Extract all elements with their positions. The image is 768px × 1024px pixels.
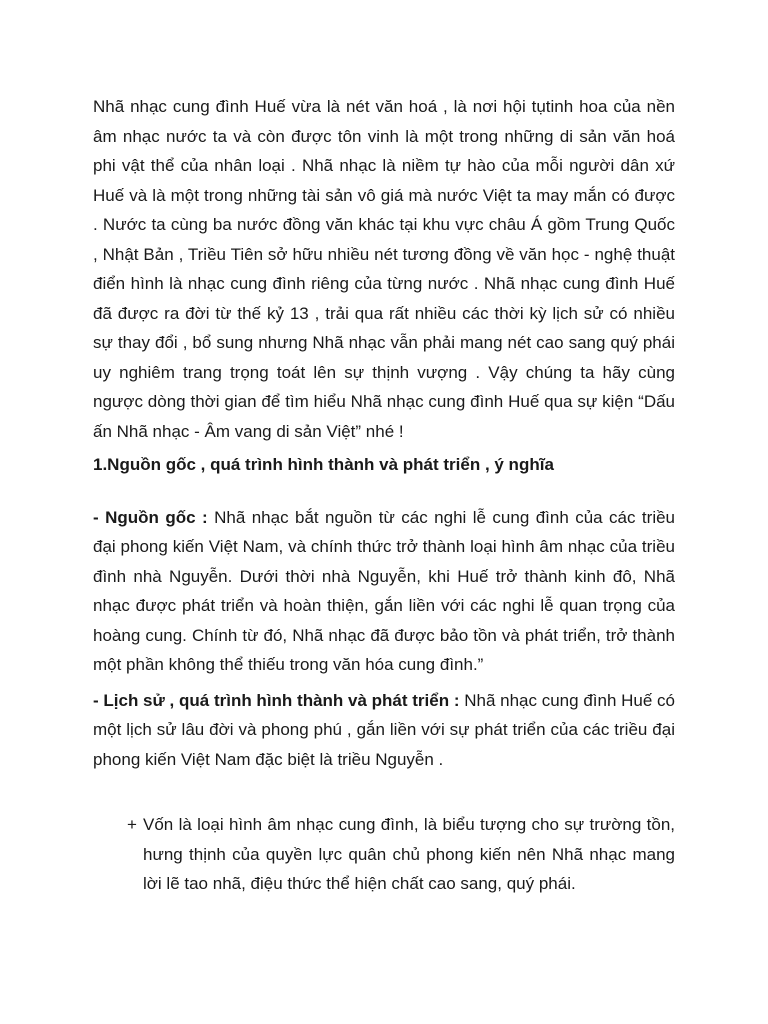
list-item bbox=[127, 810, 675, 899]
history-label: - Lịch sử , quá trình hình thành và phát triển : bbox=[93, 690, 460, 710]
document-page bbox=[93, 92, 675, 899]
origin-label: - Nguồn gốc : bbox=[93, 507, 208, 527]
history-paragraph bbox=[93, 686, 675, 775]
origin-paragraph bbox=[93, 503, 675, 680]
bullet-text: Vốn là loại hình âm nhạc cung đình, là biểu tượng cho sự trường tồn, hưng thịnh của quyền lực quân chủ phong kiến nên Nhã nhạc mang lời lẽ tao nhã, điệu thức thể hiện chất cao sang, quý phái. bbox=[143, 815, 675, 893]
intro-paragraph: Nhã nhạc cung đình Huế vừa là nét văn hoá , là nơi hội tụtinh hoa của nền âm nhạc nước ta và còn được tôn vinh là một trong những di sản văn hoá phi vật thể của nhân loại . Nhã nhạc là niềm tự hào của mỗi người dân xứ Huế và là một trong những tài sản vô giá mà nước Việt ta may mắn có được . Nước ta cùng ba nước đồng văn khác tại khu vực châu Á gồm Trung Quốc , Nhật Bản , Triều Tiên sở hữu nhiều nét tương đồng về văn học - nghệ thuật điển hình là nhạc cung đình riêng của từng nước . Nhã nhạc cung đình Huế đã được ra đời từ thế kỷ 13 , trải qua rất nhiều các thời kỳ lịch sử có nhiều sự thay đổi , bổ sung nhưng Nhã nhạc vẫn phải mang nét cao sang quý phái uy nghiêm trang trọng toát lên sự thịnh vượng . Vậy chúng ta hãy cùng ngược dòng thời gian để tìm hiểu Nhã nhạc cung đình Huế qua sự kiện “Dấu ấn Nhã nhạc - Âm vang di sản Việt” nhé ! bbox=[93, 97, 675, 441]
section-heading: 1.Nguồn gốc , quá trình hình thành và phát triển , ý nghĩa bbox=[93, 455, 554, 474]
origin-text: Nhã nhạc bắt nguồn từ các nghi lễ cung đình của các triều đại phong kiến Việt Nam, và chính thức trở thành loại hình âm nhạc của triều đình nhà Nguyễn. Dưới thời nhà Nguyễn, khi Huế trở thành kinh đô, Nhã nhạc được phát triển và hoàn thiện, gắn liền với các nghi lễ quan trọng của hoàng cung. Chính từ đó, Nhã nhạc đã được bảo tồn và phát triển, trở thành một phần không thể thiếu trong văn hóa cung đình.” bbox=[93, 507, 676, 674]
history-text: Nhã nhạc cung đình Huế có một lịch sử lâu đời và phong phú , gắn liền với sự phát triển của các triều đại phong kiến Việt Nam đặc biệt là triều Nguyễn . bbox=[93, 690, 675, 769]
bullet-marker: + bbox=[127, 815, 137, 834]
